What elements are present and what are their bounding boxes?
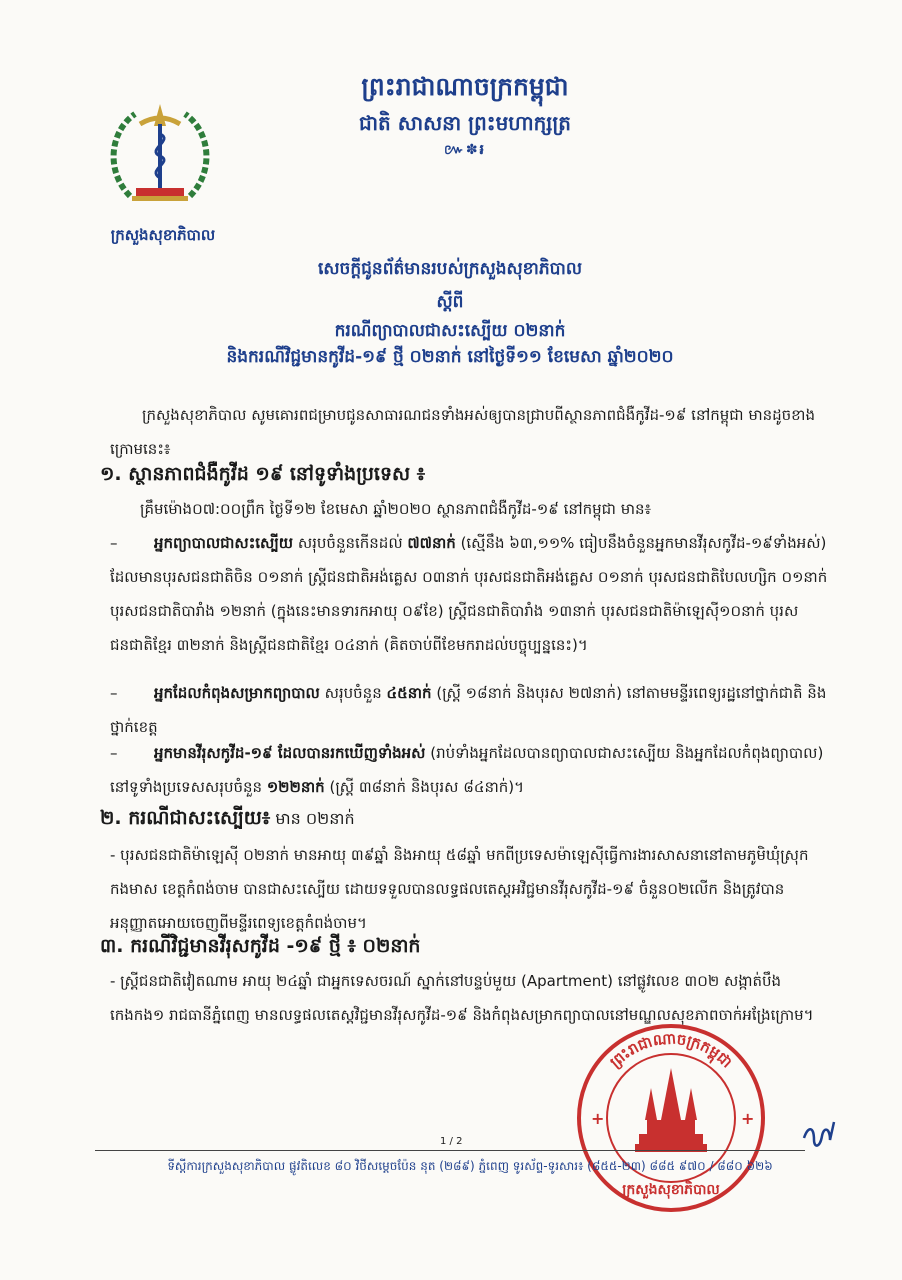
bullet-recovered-text: សរុបចំនួនកើនដល់ xyxy=(293,534,408,552)
bullet-total-details: (ស្ត្រី ៣៨នាក់ និងបុរស ៨៤នាក់)។ xyxy=(324,778,525,796)
svg-text:+: + xyxy=(591,1109,605,1128)
bullet-total xyxy=(110,736,830,804)
bullet-dash: – xyxy=(110,534,118,552)
signature-mark xyxy=(800,1118,840,1152)
status-line: គ្រឹមម៉ោង០៧:០០ព្រឹក ថ្ងៃទី១២ ខែមេសា ឆ្នាំ២០២០ ស្ថានភាពជំងឺកូវីដ-១៩ នៅកម្ពុជា មាន៖ xyxy=(140,500,652,518)
footer-divider xyxy=(95,1150,805,1151)
bullet-treating-label: អ្នកដែលកំពុងសម្រាកព្យាបាល xyxy=(154,684,320,702)
bullet-treating-text: សរុបចំនួន xyxy=(319,684,387,702)
bullet-dash: – xyxy=(110,744,118,762)
title-line-4: និងករណីវិជ្ជមានកូវីដ-១៩ ថ្មី ០២នាក់ នៅថ្ងៃទី១១ ខែមេសា ឆ្នាំ២០២០ xyxy=(226,347,674,367)
bullet-dash: – xyxy=(110,684,118,702)
bullet-recovered-count: ៧៧នាក់ xyxy=(407,534,456,552)
ministry-emblem xyxy=(100,96,220,216)
bullet-total-label: អ្នកមានវីរុសកូវីដ-១៩ ដែលបានរកឃើញទាំងអស់ xyxy=(154,744,426,762)
bullet-total-text: (រាប់ទាំងអ្នកដែលបានព្យាបាលជាសះស្បើយ និងអ្នកដែលកំពុងព្យាបាល) នៅទូទាំងប្រទេសសរុបចំនួន xyxy=(110,744,824,796)
section-3-heading xyxy=(100,934,420,962)
footer-address: ទីស្តីការក្រសួងសុខាភិបាល ផ្លូវតិលេខ ៨០ វិថីសម្តេចប៉ែន នុត (២៨៩) ភ្នំពេញ ទូរស័ព្ទ-ទូរសារ៖ (៨៥៥-២៣) ៨៨៥ ៩៧០ / ៨៨០ ៦២៦ xyxy=(167,1159,773,1173)
kingdom-heading: ព្រះរាជាណាចក្រកម្ពុជា xyxy=(361,72,569,101)
intro-paragraph: ក្រសួងសុខាភិបាល សូមគោរពជម្រាបជូនសាធារណជនទាំងអស់ឲ្យបានជ្រាបពីស្ថានភាពជំងឺកូវីដ-១៩ នៅកម្ពុជា មានដូចខាងក្រោមនេះ៖ xyxy=(110,406,815,458)
title-line-2: ស្តីពី xyxy=(436,292,464,312)
heading-ornament: ៚✽៛ xyxy=(444,142,486,158)
stamp-bottom-text: ក្រសួងសុខាភិបាល xyxy=(622,1182,720,1198)
section-2-heading-count: មាន ០២នាក់ xyxy=(270,809,355,828)
page-number: 1 / 2 xyxy=(440,1136,463,1147)
bullet-treating-details: (ស្ត្រី ១៨នាក់ និងបុរស ២៧នាក់) នៅតាមមន្ទីរពេទ្យរដ្ឋនៅថ្នាក់ជាតិ និងថ្នាក់ខេត្ត xyxy=(110,684,827,736)
section-2-heading-label: ២. ករណីជាសះស្បើយ៖ xyxy=(100,807,271,829)
national-motto: ជាតិ សាសនា ព្រះមហាក្សត្រ xyxy=(359,111,571,135)
section-2-paragraph: - បុរសជនជាតិម៉ាឡេស៊ី ០២នាក់ មានអាយុ ៣៩ឆ្នាំ និងអាយុ ៥៨ឆ្នាំ មកពីប្រទេសម៉ាឡេស៊ីធ្វើការងារសាសនានៅតាមភូមិឃុំស្រុកកងមាស ខេត្តកំពង់ចាម បានជាសះស្បើយ ដោយទទួលបានលទ្ធផលតេស្តអវិជ្ជមានវីរុសកូវីដ-១៩ ចំនួន០២លើក និងត្រូវបានអនុញ្ញាតអោយចេញពីមន្ទីរពេទ្យខេត្តកំពង់ចាម។ xyxy=(110,846,809,932)
stamp-ring-text: ព្រះរាជាណាចក្រកម្ពុជា xyxy=(606,1029,736,1072)
section-3-heading-label: ៣. ករណីវិជ្ជមានវីរុសកូវីដ -១៩ ថ្មី ៖ xyxy=(100,935,356,957)
bullet-recovered xyxy=(110,526,830,662)
bullet-recovered-details: (ស្មើនឹង ៦៣,១១% ធៀបនឹងចំនួនអ្នកមានវីរុសកូវីដ-១៩ទាំងអស់) ដែលមានបុរសជនជាតិចិន ០១នាក់ ស្ត្រីជនជាតិអង់គ្លេស ០៣នាក់ បុរសជនជាតិអង់គ្លេស ០១នាក់ បុរសជនជាតិបែលហ្សិក ០១នាក់ បុរសជនជាតិបារាំង ១២នាក់ (ក្នុងនេះមានទារកអាយុ ០៩ខែ) ស្ត្រីជនជាតិបារាំង ១៣នាក់ បុរសជនជាតិម៉ាឡេស៊ី១០នាក់ បុរសជនជាតិខ្មែរ ៣២នាក់ និងស្ត្រីជនជាតិខ្មែរ ០៤នាក់ (គិតចាប់ពីខែមករាដល់បច្ចុប្បន្ននេះ)។ xyxy=(110,534,828,654)
ministry-label: ក្រសួងសុខាភិបាល xyxy=(110,226,216,244)
section-1-heading: ១. ស្ថានភាពជំងឺកូវីដ ១៩ នៅទូទាំងប្រទេស ៖ xyxy=(100,463,426,485)
title-line-3: ករណីព្យាបាលជាសះស្បើយ ០២នាក់ xyxy=(334,321,566,341)
title-line-1: សេចក្តីជូនព័ត៌មានរបស់ក្រសួងសុខាភិបាល xyxy=(317,259,583,279)
bullet-recovered-label: អ្នកព្យាបាលជាសះស្បើយ xyxy=(154,534,294,552)
section-3-paragraph: - ស្ត្រីជនជាតិវៀតណាម អាយុ ២៤ឆ្នាំ ជាអ្នកទេសចរណ៍ ស្នាក់នៅបន្ទប់មួយ (Apartment) នៅផ្លូវលេខ ៣០២ សង្កាត់បឹងកេងកង១ រាជធានីភ្នំពេញ មានលទ្ធផលតេស្តវិជ្ជមានវីរុសកូវីដ-១៩ និងកំពុងសម្រាកព្យាបាលនៅមណ្ឌលសុខភាពចាក់អង្រែក្រោម។ xyxy=(110,972,814,1024)
section-3-heading-count: ០២នាក់ xyxy=(355,935,421,957)
bullet-total-count: ១២២នាក់ xyxy=(266,778,325,796)
official-stamp xyxy=(575,1022,767,1214)
section-2-heading xyxy=(100,806,355,834)
bullet-treating-count: ៤៥នាក់ xyxy=(386,684,432,702)
svg-text:+: + xyxy=(741,1109,755,1128)
bullet-treating xyxy=(110,676,830,744)
